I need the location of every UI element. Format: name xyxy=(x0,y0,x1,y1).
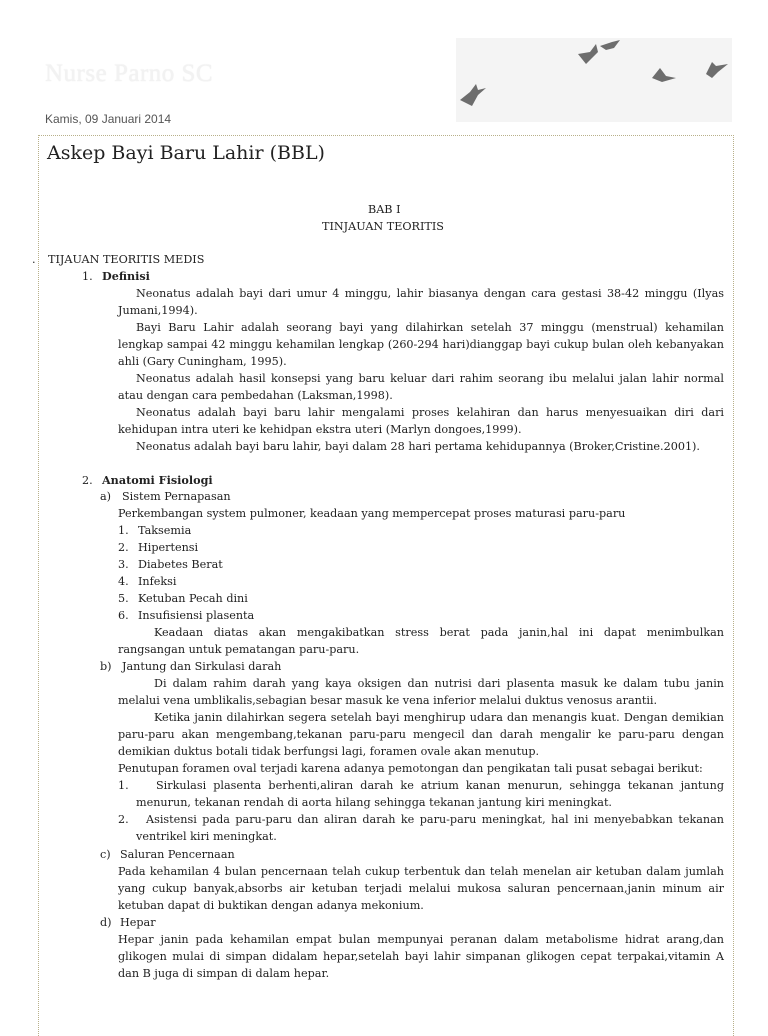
paragraph-line: melalui vena umblikalis,sebagian besar masuk ke vena inferior melalui duktus venosus arantii. xyxy=(118,694,658,707)
blog-title[interactable]: Nurse Parno SC xyxy=(45,60,214,87)
list-item: Asistensi pada paru-paru dan aliran darah ke paru-paru meningkat, hal ini menyebabkan tekanan xyxy=(146,813,724,826)
paragraph-line: Di dalam rahim darah yang kaya oksigen dan nutrisi dari plasenta masuk ke dalam tubu janin xyxy=(154,677,724,690)
subsection-number: 1. xyxy=(82,270,93,283)
paragraph-line: Hepar janin pada kehamilan empat bulan mempunyai peranan dalam metabolisme hidrat arang,dan xyxy=(118,933,724,946)
paragraph-line: Neonatus adalah bayi baru lahir, bayi dalam 28 hari pertama kehidupannya (Broker,Cristine.2001). xyxy=(136,440,700,453)
paragraph-line: paru-paru akan mengembang,tekanan paru-paru mengecil dan darah mengalir ke paru-paru dengan xyxy=(118,728,724,741)
item-heading: Sistem Pernapasan xyxy=(122,490,231,503)
list-item: Ketuban Pecah dini xyxy=(138,592,248,605)
paragraph-line: Keadaan diatas akan mengakibatkan stress berat pada janin,hal ini dapat menimbulkan xyxy=(154,626,724,639)
chapter-heading: BAB I xyxy=(368,203,401,216)
item-heading: Saluran Pencernaan xyxy=(120,848,235,861)
paragraph-line: Penutupan foramen oval terjadi karena adanya pemotongan dan pengikatan tali pusat sebagai berikut: xyxy=(118,762,703,775)
list-item-number: 3. xyxy=(118,558,129,571)
paragraph-line: Perkembangan system pulmoner, keadaan yang mempercepat proses maturasi paru-paru xyxy=(118,507,626,520)
paragraph-line: Pada kehamilan 4 bulan pencernaan telah cukup terbentuk dan telah menelan air ketuban dalam jumlah xyxy=(118,865,724,878)
list-item-number: 1. xyxy=(118,779,129,792)
paragraph-line: demikian duktus botali tidak berfungsi lagi, foramen ovale akan menutup. xyxy=(118,745,540,758)
list-item: Hipertensi xyxy=(138,541,199,554)
paragraph-line: Neonatus adalah bayi baru lahir mengalami proses kelahiran dan harus menyesuaikan diri dari xyxy=(136,406,724,419)
paragraph-line: Neonatus adalah hasil konsepsi yang baru keluar dari rahim seorang ibu melalui jalan lahir normal xyxy=(136,372,724,385)
list-item: menurun, tekanan rendah di aorta hilang sehingga tekanan jantung kiri meningkat. xyxy=(136,796,612,809)
paragraph-line: Jumani,1994). xyxy=(118,304,198,317)
birds-icon xyxy=(456,38,732,122)
list-item: ventrikel kiri meningkat. xyxy=(136,830,277,843)
item-label: b) xyxy=(100,660,112,673)
birds-banner-image xyxy=(456,38,732,122)
subsection-heading: Definisi xyxy=(102,269,150,283)
section-bullet: . xyxy=(32,253,36,266)
list-item-number: 5. xyxy=(118,592,129,605)
item-heading: Hepar xyxy=(120,916,156,929)
paragraph-line: glikogen mulai di simpan didalam hepar,setelah bayi lahir simpanan glikogen cepat terpakai,vitamin A xyxy=(118,950,724,963)
list-item: Infeksi xyxy=(138,575,177,588)
subsection-number: 2. xyxy=(82,474,93,487)
item-label: d) xyxy=(100,916,112,929)
list-item-number: 2. xyxy=(118,541,129,554)
list-item: Insufisiensi plasenta xyxy=(138,609,255,622)
paragraph-line: Ketika janin dilahirkan segera setelah bayi menghirup udara dan menangis kuat. Dengan demikian xyxy=(154,711,724,724)
item-heading: Jantung dan Sirkulasi darah xyxy=(122,660,282,673)
paragraph-line: yang cukup banyak,absorbs air ketuban terjadi melalui mukosa saluran pencernaan,janin minum air xyxy=(118,882,724,895)
section-heading: TIJAUAN TEORITIS MEDIS xyxy=(48,253,205,266)
paragraph-line: Neonatus adalah bayi dari umur 4 minggu, lahir biasanya dengan cara gestasi 38-42 minggu (Ilyas xyxy=(136,287,724,300)
paragraph-line: ketuban dapat di buktikan dengan adanya mekonium. xyxy=(118,899,424,912)
list-item-number: 1. xyxy=(118,524,129,537)
post-date: Kamis, 09 Januari 2014 xyxy=(45,112,172,126)
item-label: c) xyxy=(100,848,111,861)
paragraph-line: lengkap sampai 42 minggu kehamilan lengkap (260-294 hari)dianggap bayi cukup bulan oleh kebanyakan xyxy=(118,338,724,351)
list-item-number: 6. xyxy=(118,609,129,622)
paragraph-line: kehidupan intra uteri ke kehidpan ekstra uteri (Marlyn dongoes,1999). xyxy=(118,423,522,436)
paragraph-line: ahli (Gary Cuningham, 1995). xyxy=(118,355,287,368)
blog-header xyxy=(0,0,768,130)
chapter-subheading: TINJAUAN TEORITIS xyxy=(322,220,444,233)
list-item-number: 4. xyxy=(118,575,129,588)
paragraph-line: rangsangan untuk pematangan paru-paru. xyxy=(118,643,360,656)
paragraph-line: dan B juga di simpan di dalam hepar. xyxy=(118,967,330,980)
list-item: Diabetes Berat xyxy=(138,558,223,571)
paragraph-line: atau dengan cara pembedahan (Laksman,1998). xyxy=(118,389,393,402)
list-item: Taksemia xyxy=(138,524,192,537)
list-item-number: 2. xyxy=(118,813,129,826)
paragraph-line: Bayi Baru Lahir adalah seorang bayi yang dilahirkan setelah 37 minggu (menstrual) kehamilan xyxy=(136,321,724,334)
list-item: Sirkulasi plasenta berhenti,aliran darah ke atrium kanan menurun, sehingga tekanan jantung xyxy=(156,779,724,792)
subsection-heading: Anatomi Fisiologi xyxy=(102,473,213,487)
item-label: a) xyxy=(100,490,112,503)
post-title[interactable]: Askep Bayi Baru Lahir (BBL) xyxy=(47,142,325,164)
